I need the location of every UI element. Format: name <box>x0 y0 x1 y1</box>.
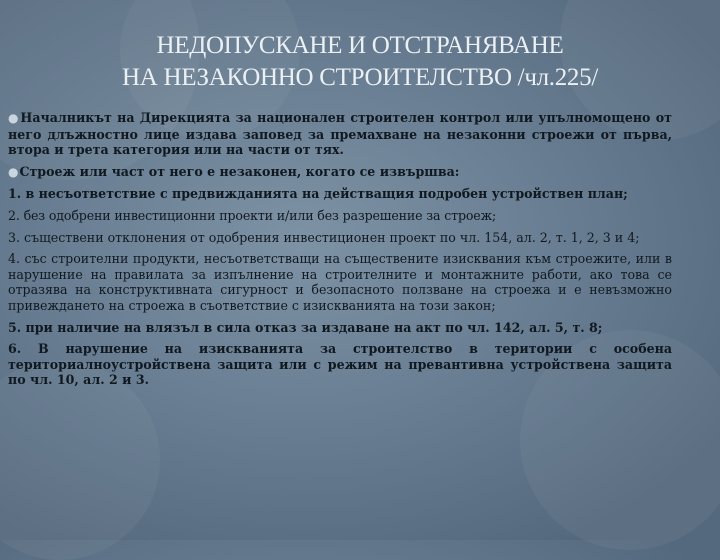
bullet-2-text: Строеж или част от него е незаконен, когато се извършва: <box>19 163 460 179</box>
list-item-2: 2. без одобрени инвестиционни проекти и/или без разрешение за строеж; <box>8 207 497 223</box>
bullet-paragraph-1 <box>8 110 672 158</box>
bullet-icon: ● <box>8 111 20 125</box>
list-item-4: 4. със строителни продукти, несъответстващи на съществените изисквания към строежите, или в нарушение на правилата за изпълнение на строителните и монтажните работи, ако това се отразява на конструктивната сигурност и безопасното ползване на строежа и е невъзможно привеждането на строежа в съответствие с изискванията на този закон; <box>8 251 672 313</box>
bullet-1-text: Началникът на Дирекцията за национален строителен контрол или упълномощено от него длъжностно лице издава заповед за премахване на незаконни строежи от първа, втора и трета категория или на части от тях. <box>8 110 672 158</box>
list-item-5: 5. при наличие на влязъл в сила отказ за издаване на акт по чл. 142, ал. 5, т. 8; <box>8 319 603 335</box>
title-line-1: НЕДОПУСКАНЕ И ОТСТРАНЯВАНЕ <box>156 32 564 59</box>
title-line-2: НА НЕЗАКОННО СТРОИТЕЛСТВО /чл.225/ <box>122 64 598 91</box>
slide-title <box>60 30 660 94</box>
bullet-paragraph-2 <box>8 164 672 181</box>
slide-body <box>8 110 672 394</box>
list-item-1: 1. в несъответствие с предвижданията на действащия подробен устройствен план; <box>8 186 628 202</box>
bullet-icon: ● <box>8 164 19 179</box>
list-item-3: 3. съществени отклонения от одобрения инвестиционен проект по чл. 154, ал. 2, т. 1, 2, 3 и 4; <box>8 229 640 245</box>
list-item-6: 6. В нарушение на изискванията за строителство в територии с особена териториалноустройствена защита или с режим на превантивна устройствена защита по чл. 10, ал. 2 и 3. <box>8 341 672 388</box>
